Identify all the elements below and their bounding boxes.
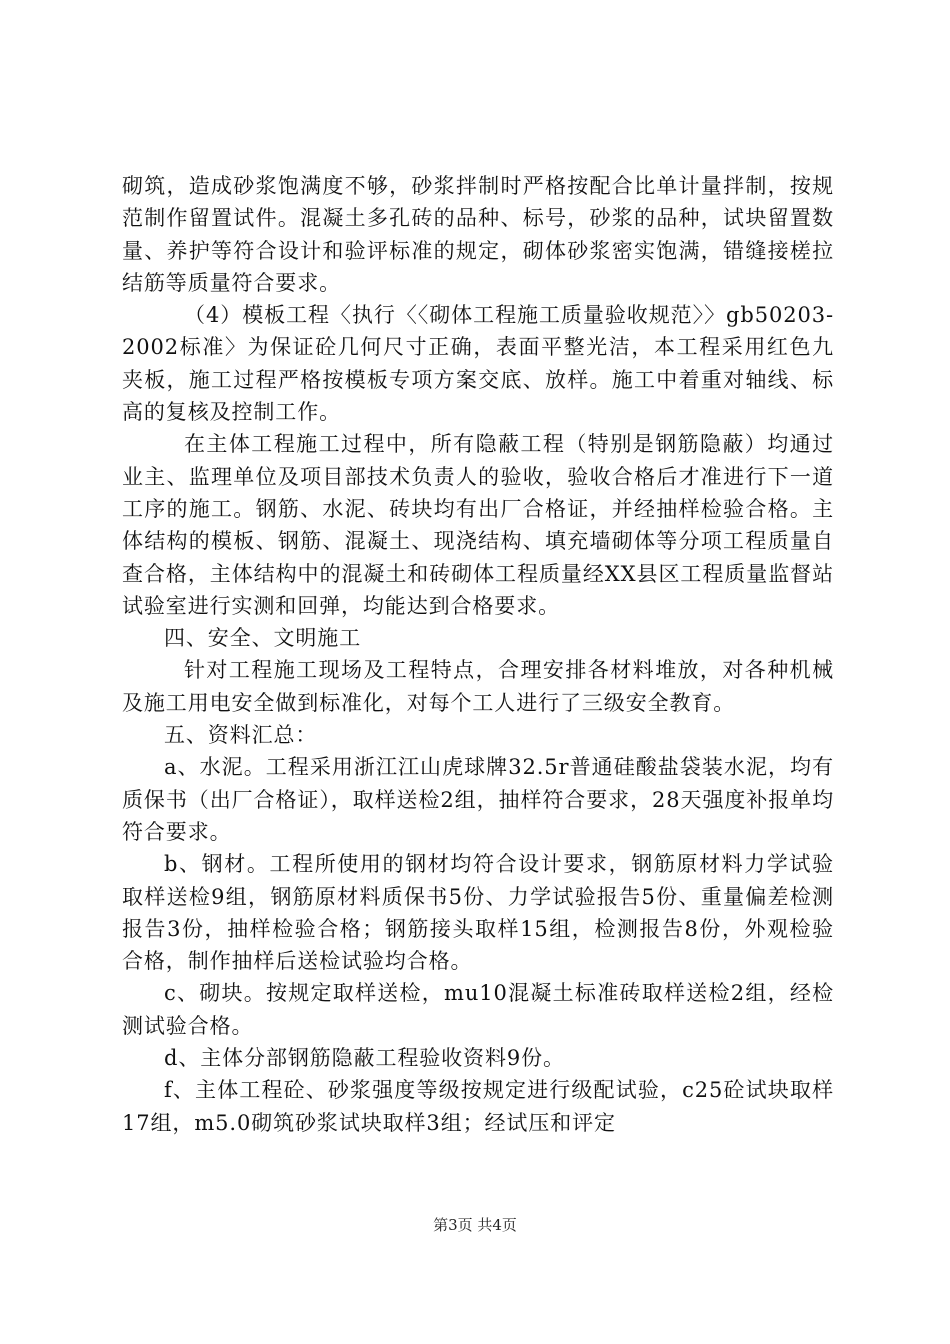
paragraph-steel: b、钢材。工程所使用的钢材均符合设计要求，钢筋原材料力学试验取样送检9组，钢筋原材料质保书5份、力学试验报告5份、重量偏差检测报告3份，抽样检验合格；钢筋接头取样15组，检测报告8份，外观检验合格，制作抽样后送检试验均合格。: [122, 852, 834, 974]
paragraph-concealed-records: d、主体分部钢筋隐蔽工程验收资料9份。: [164, 1046, 565, 1071]
paragraph-masonry-continued: 砌筑，造成砂浆饱满度不够，砂浆拌制时严格按配合比单计量拌制，按规范制作留置试件。混凝土多孔砖的品种、标号，砂浆的品种，试块留置数量、养护等符合设计和验评标准的规定，砌体砂浆密实饱满，错缝接槎拉结筋等质量符合要求。: [122, 174, 834, 295]
paragraph-strength-tests: f、主体工程砼、砂浆强度等级按规定进行级配试验，c25砼试块取样17组，m5.0砌筑砂浆试块取样3组；经试压和评定: [122, 1078, 834, 1135]
document-body: [122, 170, 834, 1139]
section-heading-safety: 四、安全、文明施工: [164, 626, 362, 651]
paragraph-cement: a、水泥。工程采用浙江江山虎球牌32.5r普通硅酸盐袋装水泥，均有质保书（出厂合格证），取样送检2组，抽样符合要求，28天强度补报单均符合要求。: [122, 755, 834, 844]
paragraph-blocks: c、砌块。按规定取样送检，mu10混凝土标准砖取样送检2组，经检测试验合格。: [122, 981, 834, 1038]
section-heading-documents: 五、资料汇总：: [164, 723, 318, 748]
paragraph-concealed-works: 在主体工程施工过程中，所有隐蔽工程（特别是钢筋隐蔽）均通过业主、监理单位及项目部技术负责人的验收，验收合格后才准进行下一道工序的施工。钢筋、水泥、砖块均有出厂合格证，并经抽样检验合格。主体结构的模板、钢筋、混凝土、现浇结构、填充墙砌体等分项工程质量自查合格，主体结构中的混凝土和砖砌体工程质量经XX县区工程质量监督站试验室进行实测和回弹，均能达到合格要求。: [122, 432, 834, 618]
paragraph-safety: 针对工程施工现场及工程特点，合理安排各材料堆放，对各种机械及施工用电安全做到标准化，对每个工人进行了三级安全教育。: [122, 658, 834, 715]
paragraph-formwork: （4）模板工程〈执行〈〈砌体工程施工质量验收规范〉〉gb50203-2002标准〉为保证砼几何尺寸正确，表面平整光洁，本工程采用红色九夹板，施工过程严格按模板专项方案交底、放样。施工中着重对轴线、标高的复核及控制工作。: [122, 303, 834, 425]
page-number-footer: 第3页 共4页: [433, 1216, 517, 1234]
